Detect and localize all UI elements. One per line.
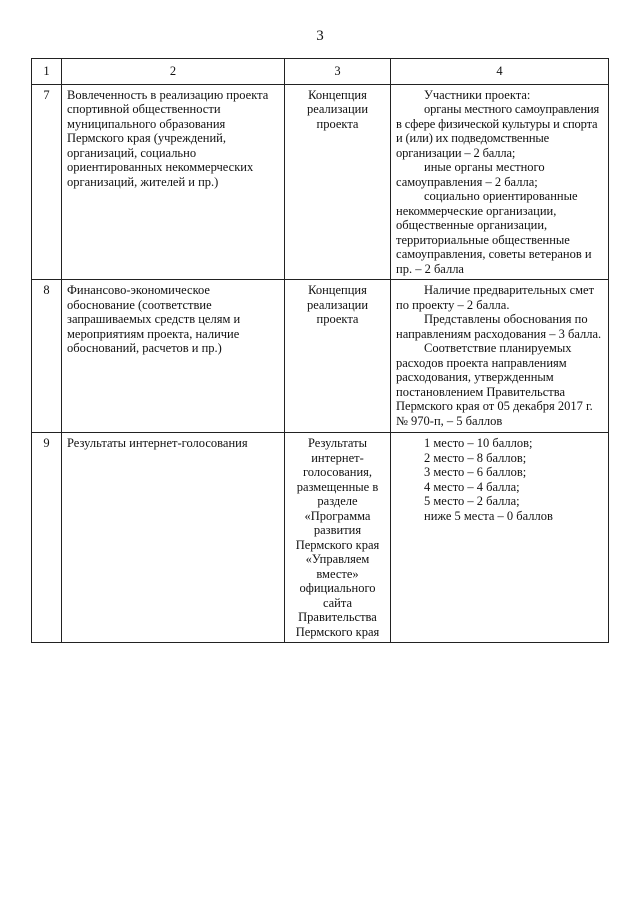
source-text: Концепция реализации проекта — [285, 280, 391, 433]
score-line: 4 место – 4 балла; — [424, 479, 520, 494]
table-row — [32, 433, 609, 643]
score-line: ниже 5 места – 0 баллов — [424, 508, 553, 523]
table-row — [32, 280, 609, 433]
score-line: 3 место – 6 баллов; — [424, 465, 527, 479]
score-line: органы местного самоуправления в сфере физической культуры и спорта и (или) их подведомственные организации – 2 балла; — [396, 102, 600, 160]
criteria-table — [31, 58, 609, 643]
header-col-3: 3 — [285, 59, 391, 85]
row-number: 8 — [32, 280, 62, 433]
score-line: 1 место – 10 баллов; — [424, 436, 533, 450]
score-cell — [391, 84, 609, 280]
criterion-text: Вовлеченность в реализацию проекта спортивной общественности муниципального образования Пермского края (учреждений, организаций, социально ориентированных некоммерческих организаций, жителей и пр.) — [62, 84, 285, 280]
criterion-text: Результаты интернет-голосования — [62, 433, 285, 643]
page-number: 3 — [316, 28, 324, 44]
row-number: 7 — [32, 84, 62, 280]
header-col-2: 2 — [62, 59, 285, 85]
score-line: Представлены обоснования по направлениям расходования – 3 балла. — [396, 312, 602, 341]
score-line: 2 место – 8 баллов; — [424, 450, 527, 465]
score-cell — [391, 280, 609, 433]
criterion-text: Финансово-экономическое обоснование (соответствие запрашиваемых средств целям и мероприятиям проекта, наличие обоснований, расчетов и пр.) — [62, 280, 285, 433]
score-line: 5 место – 2 балла; — [424, 494, 520, 508]
score-line: Участники проекта: — [424, 87, 531, 102]
header-col-4: 4 — [391, 59, 609, 85]
score-line: иные органы местного самоуправления – 2 балла; — [396, 160, 545, 189]
header-col-1: 1 — [32, 59, 62, 85]
score-line: Наличие предварительных смет по проекту – 2 балла. — [396, 283, 595, 312]
source-text: Результаты интернет-голосования, размещенные в разделе «Программа развития Пермского края «Управляем вместе» официального сайта Правительства Пермского края — [285, 433, 391, 643]
row-number: 9 — [32, 433, 62, 643]
score-cell — [391, 433, 609, 643]
score-line: Соответствие планируемых расходов проекта направлениям расходования, утвержденным постановлением Правительства Пермского края от 05 декабря 2017 г. № 970-п, – 5 баллов — [396, 341, 593, 428]
table-row — [32, 84, 609, 280]
source-text: Концепция реализации проекта — [285, 84, 391, 280]
table-header-row — [32, 59, 609, 85]
score-line: социально ориентированные некоммерческие организации, общественные организации, территориальные общественные самоуправления, советы ветеранов и пр. – 2 балла — [396, 189, 592, 276]
